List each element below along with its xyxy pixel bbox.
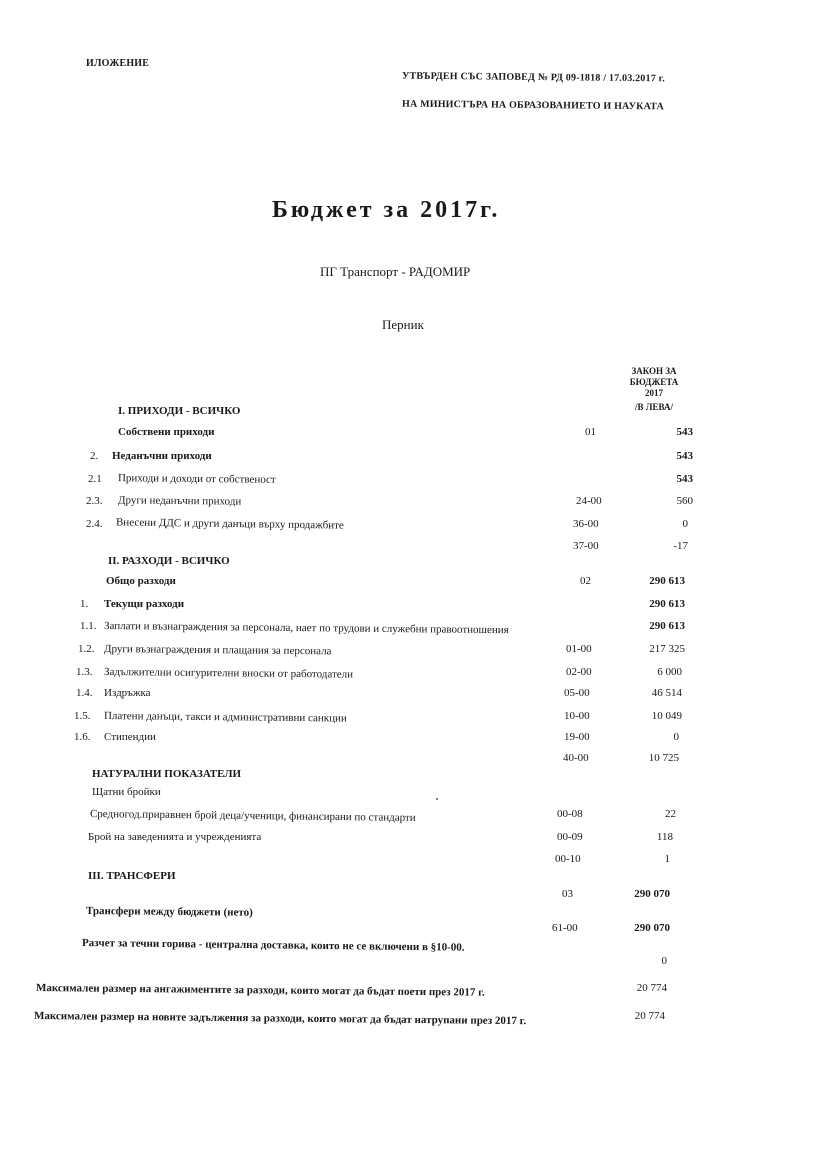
row-number: 1.6. xyxy=(74,731,91,743)
table-row xyxy=(0,853,825,871)
row-code: 05-00 xyxy=(564,687,590,699)
row-value: 543 xyxy=(676,426,693,438)
row-label: Собствени приходи xyxy=(118,426,215,438)
table-row xyxy=(0,495,825,513)
row-label: Максимален размер на ангажиментите за разходи, които могат да бъдат поети през 2017 г. xyxy=(35,982,485,999)
row-code: 00-08 xyxy=(557,808,583,820)
row-value: 1 xyxy=(664,853,670,865)
row-number: 1.2. xyxy=(78,643,95,655)
row-value: 20 774 xyxy=(634,1010,665,1022)
row-label: Задължителни осигурителни вноски от работодатели xyxy=(103,666,354,681)
approval-line-2: НА МИНИСТЪРА НА ОБРАЗОВАНИЕТО И НАУКАТА xyxy=(401,98,665,113)
row-value: 10 725 xyxy=(648,752,679,764)
row-label: Брой на заведенията и учрежденията xyxy=(88,831,262,843)
row-number: 1.5. xyxy=(74,710,91,722)
row-label: Максимален размер на новите задължения за разходи, които могат да бъдат натрупани през 2017 г. xyxy=(33,1010,527,1028)
row-number: 1. xyxy=(80,598,89,610)
row-code: 19-00 xyxy=(564,731,590,743)
table-row xyxy=(0,620,825,638)
scan-speck xyxy=(436,798,438,800)
row-code: 00-09 xyxy=(557,831,583,843)
row-value: 560 xyxy=(676,495,693,507)
table-row xyxy=(0,426,825,444)
row-code: 02-00 xyxy=(566,666,592,678)
row-code: 61-00 xyxy=(552,922,578,934)
table-row xyxy=(0,450,825,468)
row-number: 2.4. xyxy=(86,518,103,530)
row-label: Общо разходи xyxy=(106,575,176,587)
row-value: 0 xyxy=(682,518,688,530)
table-row xyxy=(0,473,825,491)
row-label: Средногод.приравнен брой деца/ученици, финансирани по стандарти xyxy=(89,808,416,824)
column-header-line: ЗАКОН ЗА xyxy=(631,366,677,376)
table-row xyxy=(0,786,825,804)
row-value: 22 xyxy=(665,808,676,820)
column-header-line: 2017 xyxy=(645,388,663,398)
table-row xyxy=(0,955,825,973)
column-header-line: /В ЛЕВА/ xyxy=(635,402,673,412)
row-label: Разчет за течни горива - централна доставка, които не се включени в §10-00. xyxy=(81,937,465,954)
row-code: 01-00 xyxy=(566,643,592,655)
row-code: 00-10 xyxy=(555,853,581,865)
table-row xyxy=(0,1010,825,1028)
table-row xyxy=(0,982,825,1000)
row-code: 36-00 xyxy=(573,518,599,530)
row-number: 1.3. xyxy=(76,666,93,678)
table-row xyxy=(0,905,825,923)
row-code: 37-00 xyxy=(573,540,599,552)
row-code: 03 xyxy=(562,888,573,900)
row-value: 46 514 xyxy=(651,687,682,699)
table-row xyxy=(0,870,825,888)
row-code: 24-00 xyxy=(576,495,602,507)
row-value: 543 xyxy=(676,473,693,485)
row-label: НАТУРАЛНИ ПОКАЗАТЕЛИ xyxy=(92,768,242,780)
city-name: Перник xyxy=(382,317,424,332)
row-label: II. РАЗХОДИ - ВСИЧКО xyxy=(108,555,230,567)
column-header-line: БЮДЖЕТА xyxy=(629,377,679,387)
table-row xyxy=(0,731,825,749)
table-row xyxy=(0,643,825,661)
table-row xyxy=(0,710,825,728)
row-code: 01 xyxy=(585,426,596,438)
row-label: Други възнаграждения и плащания за персонала xyxy=(103,643,332,658)
table-row xyxy=(0,808,825,826)
row-value: 0 xyxy=(673,731,679,743)
row-number: 2.1 xyxy=(88,473,102,485)
page-title: Бюджет за 2017г. xyxy=(272,197,501,223)
table-row xyxy=(0,405,825,423)
table-row xyxy=(0,666,825,684)
row-label: Щатни бройки xyxy=(92,786,161,798)
table-row xyxy=(0,937,825,955)
row-code: 02 xyxy=(580,575,591,587)
annex-label: ИЛОЖЕНИЕ xyxy=(86,58,150,69)
row-value: 290 070 xyxy=(634,888,670,900)
row-value: 20 774 xyxy=(636,982,667,994)
row-label: III. ТРАНСФЕРИ xyxy=(88,870,176,882)
table-row xyxy=(0,888,825,906)
approval-line-1: УТВЪРДЕН СЪС ЗАПОВЕД № РД 09-1818 / 17.03.2017 г. xyxy=(401,70,666,85)
row-label: Други неданъчни приходи xyxy=(117,494,242,508)
table-row xyxy=(0,831,825,849)
row-label: Неданъчни приходи xyxy=(112,450,212,462)
row-value: -17 xyxy=(673,540,688,552)
row-label: Трансфери между бюджети (нето) xyxy=(85,905,253,919)
row-value: 290 070 xyxy=(634,922,670,934)
table-row xyxy=(0,518,825,536)
row-value: 217 325 xyxy=(649,643,685,655)
row-label: Стипендии xyxy=(104,731,156,743)
row-value: 290 613 xyxy=(649,575,685,587)
row-value: 0 xyxy=(661,955,667,967)
row-label: Приходи и доходи от собственост xyxy=(117,472,276,486)
table-row xyxy=(0,687,825,705)
row-value: 290 613 xyxy=(649,598,685,610)
row-code: 10-00 xyxy=(564,710,590,722)
row-label: Внесени ДДС и други данъци върху продажбите xyxy=(115,516,344,532)
row-value: 290 613 xyxy=(649,620,685,632)
row-label: Платени данъци, такси и административни санкции xyxy=(103,710,347,725)
table-row xyxy=(0,575,825,593)
row-value: 10 049 xyxy=(651,710,682,722)
table-row xyxy=(0,598,825,616)
row-label: Заплати и възнаграждения за персонала, нает по трудови и служебни правоотношения xyxy=(103,620,509,637)
row-value: 118 xyxy=(656,831,673,843)
row-label: I. ПРИХОДИ - ВСИЧКО xyxy=(118,405,241,417)
row-code: 40-00 xyxy=(563,752,589,764)
row-label: Издръжка xyxy=(104,687,151,699)
row-number: 2. xyxy=(90,450,99,462)
row-label: Текущи разходи xyxy=(104,598,185,610)
row-number: 2.3. xyxy=(86,495,103,507)
row-number: 1.1. xyxy=(80,620,97,632)
row-value: 6 000 xyxy=(657,666,682,678)
table-row xyxy=(0,555,825,573)
school-name: ПГ Транспорт - РАДОМИР xyxy=(320,264,471,279)
table-row xyxy=(0,768,825,786)
row-value: 543 xyxy=(676,450,693,462)
row-number: 1.4. xyxy=(76,687,93,699)
